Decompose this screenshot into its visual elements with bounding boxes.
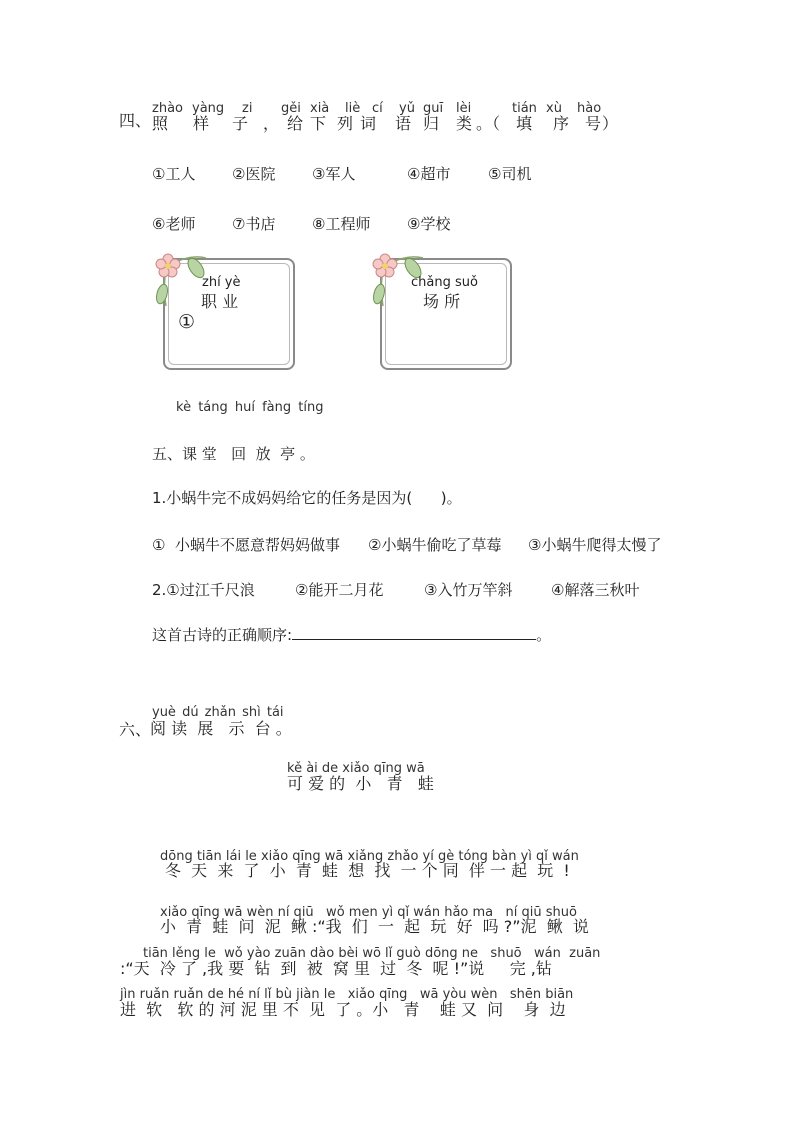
heading-pinyin: hào [577, 101, 602, 116]
story-line-3-pinyin: tiān lěng le wǒ yào zuān dào bèi wō lǐ guò dōng ne shuō wán zuān [143, 946, 601, 961]
answer-blank[interactable] [292, 625, 536, 640]
section6-heading: 阅 读 展 示 台 。 [150, 719, 292, 738]
heading-char: 填 [516, 114, 533, 133]
option-1: ①工人 [152, 165, 196, 183]
section6-number: 六、 [119, 720, 152, 739]
heading-char: 类 [456, 114, 473, 133]
heading-pinyin: gěi [281, 101, 301, 116]
heading-pinyin: xù [546, 101, 562, 116]
box1-pinyin: zhí yè [202, 275, 241, 290]
box1-answer: ① [178, 311, 196, 333]
heading-char: 语 [395, 114, 412, 133]
heading-char: 照 [152, 114, 169, 133]
story-line-2-pinyin: xiǎo qīng wā wèn ní qiū wǒ men yì qǐ wán hǎo ma ní qiū shuō [160, 905, 577, 920]
heading-char: 给 [287, 114, 304, 133]
option-3: ③军人 [312, 165, 356, 183]
option-2: ②医院 [232, 165, 276, 183]
story-title: 可 爱 的 小 青 蛙 [287, 774, 434, 793]
question-2-line-1: 2.①过江千尺浪 [152, 581, 255, 599]
story-line-2: 小 青 蛙 问 泥 鳅 :“我 们 一 起 玩 好 吗 ?”泥 鳅 说 [160, 917, 589, 936]
question-2-line-3: ③入竹万竿斜 [424, 581, 513, 599]
q1-option-2: ②小蜗牛偷吃了草莓 [368, 536, 502, 554]
option-6: ⑥老师 [152, 215, 196, 233]
heading-pinyin: liè [345, 101, 361, 116]
heading-char: ， [263, 114, 280, 133]
heading-char: 样 [193, 114, 210, 133]
question-2-line-4: ④解落三秋叶 [551, 581, 640, 599]
story-line-4-pinyin: jìn ruǎn ruǎn de hé ní lǐ bù jiàn le xiǎo qīng wā yòu wèn shēn biān [120, 987, 574, 1002]
section5-pinyin: kè táng huí fàng tíng [176, 400, 324, 415]
box1-title: 职 业 [201, 292, 239, 311]
box2-pinyin: chǎng suǒ [411, 275, 478, 290]
heading-pinyin: guī [423, 101, 444, 116]
question-2-line-2: ②能开二月花 [295, 581, 384, 599]
heading-char: 归 [423, 114, 440, 133]
q2-prompt [152, 624, 551, 645]
option-9: ⑨学校 [407, 215, 451, 233]
box2-title: 场 所 [423, 292, 461, 311]
heading-pinyin: zhào [152, 101, 183, 116]
heading-char: 。（ [476, 114, 501, 133]
heading-char: 序 [553, 114, 570, 133]
heading-pinyin: xià [310, 101, 330, 116]
story-title-pinyin: kě ài de xiǎo qīng wā [287, 761, 425, 776]
heading-pinyin: lèi [456, 101, 472, 116]
option-7: ⑦书店 [232, 215, 276, 233]
q1-option-1: ① 小蜗牛不愿意帮妈妈做事 [152, 536, 340, 554]
heading-char: 子 [232, 114, 249, 133]
heading-pinyin: yǔ [399, 101, 415, 116]
heading-pinyin: tián [512, 101, 537, 116]
story-line-3: :“天 冷 了 ,我 要 钻 到 被 窝 里 过 冬 呢 !”说 完 ,钻 [120, 959, 552, 978]
story-line-4: 进 软 软 的 河 泥 里 不 见 了 。小 青 蛙 又 问 身 边 [120, 1000, 566, 1019]
option-5: ⑤司机 [488, 165, 532, 183]
question-1: 1.小蜗牛完不成妈妈给它的任务是因为( )。 [152, 489, 462, 507]
q2-prompt-text: 这首古诗的正确顺序: [152, 626, 293, 644]
heading-char: 下 [310, 114, 327, 133]
q1-option-3: ③小蜗牛爬得太慢了 [528, 536, 662, 554]
q2-end: 。 [536, 626, 552, 644]
section4-number: 四、 [119, 111, 152, 130]
heading-char: 列 [337, 114, 354, 133]
heading-pinyin: yàng [192, 101, 225, 116]
option-4: ④超市 [407, 165, 451, 183]
story-line-1: 冬 天 来 了 小 青 蛙 想 找 一 个 同 伴 一 起 玩 ! [165, 861, 570, 880]
heading-pinyin: cí [372, 101, 383, 116]
section5-heading: 五、课 堂 回 放 亭 。 [152, 445, 315, 463]
heading-char: ） [602, 114, 619, 133]
story-line-1-pinyin: dōng tiān lái le xiǎo qīng wā xiǎng zhǎo yí gè tóng bàn yì qǐ wán [160, 849, 579, 864]
heading-char: 号 [585, 114, 602, 133]
heading-char: 词 [360, 114, 377, 133]
option-8: ⑧工程师 [312, 215, 371, 233]
section6-heading-pinyin: yuè dú zhǎn shì tái [152, 705, 284, 720]
heading-pinyin: zi [242, 101, 253, 116]
